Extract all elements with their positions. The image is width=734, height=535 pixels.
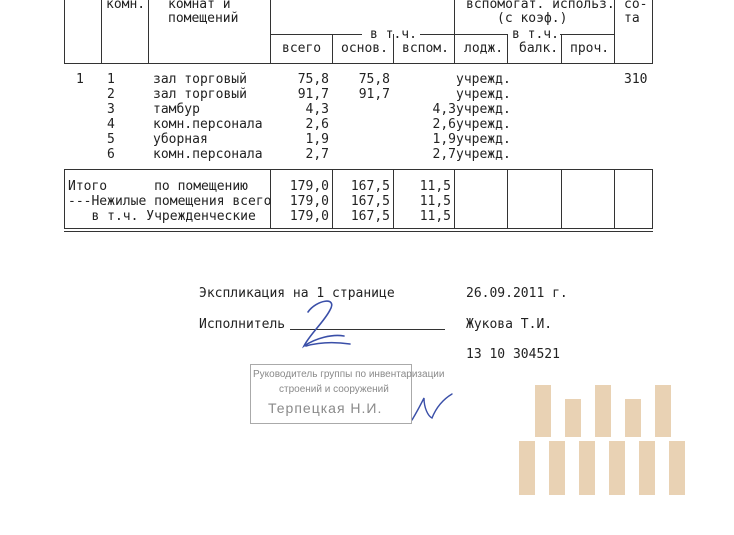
sub-aux-header: вспом. [402,41,449,56]
row-main: 75,8 [358,72,390,87]
row-num: 3 [107,102,115,117]
row-name: комн.персонала [153,147,263,162]
totals-aux: 11,5 [419,179,451,194]
totals-aux: 11,5 [419,209,451,224]
totals-aux: 11,5 [419,194,451,209]
totals-main: 167,5 [350,194,390,209]
totals-main: 167,5 [350,209,390,224]
row-use: учрежд. [456,87,511,102]
row-floor: 1 [76,72,84,87]
row-use: учрежд. [456,147,511,162]
header-divider [148,0,149,63]
row-name: уборная [153,132,208,147]
stamp-line-1: Руководитель группы по инвентаризации [253,369,445,380]
sub-other-header: проч. [570,41,610,56]
signature-icon [296,292,356,354]
executor-name: Жукова Т.И. [466,317,553,332]
row-height: 310 [624,72,648,87]
row-use: учрежд. [456,72,511,87]
row-aux: 2,6 [432,117,456,132]
totals-label: Итого по помещению [68,179,249,194]
col-height-header-1: со- [624,0,648,12]
totals-total: 179,0 [289,194,329,209]
col-name-header-1: комнат и [168,0,231,12]
row-name: зал торговый [153,72,247,87]
sub-total-header: всего [282,41,322,56]
totals-total: 179,0 [289,179,329,194]
totals-top-rule [64,169,653,170]
col-aux-header-2: (с коэф.) [497,11,568,26]
header-divider [507,34,508,63]
totals-divider [454,169,455,229]
sub-balcony-header: балк. [519,41,559,56]
header-bottom-rule [64,63,653,64]
row-use: учрежд. [456,132,511,147]
totals-divider [614,169,615,229]
totals-label: ---Нежилые помещения всего [68,194,272,209]
row-total: 91,7 [297,87,329,102]
header-border-left [64,0,65,63]
header-divider [332,34,333,63]
totals-divider [507,169,508,229]
totals-border-left [64,169,65,229]
totals-border-right [652,169,653,229]
col-aux-header-1: вспомогат. использ. [466,0,615,12]
row-total: 2,7 [305,147,329,162]
row-num: 6 [107,147,115,162]
col-name-header-2: помещений [168,11,239,26]
totals-bottom-rule [64,228,653,229]
row-total: 4,3 [305,102,329,117]
stamp-signature-icon [408,390,456,424]
stamp-line-3: Терпецкая Н.И. [268,400,383,416]
row-aux: 2,7 [432,147,456,162]
header-divider [101,0,102,63]
explication-note: Экспликация на 1 странице [199,286,395,301]
row-num: 2 [107,87,115,102]
row-num: 5 [107,132,115,147]
totals-main: 167,5 [350,179,390,194]
row-num: 1 [107,72,115,87]
sub-loggia-header: лодж. [464,41,504,56]
row-total: 75,8 [297,72,329,87]
header-border-right [652,0,653,63]
row-num: 4 [107,117,115,132]
col-komn-header: комн. [106,0,146,12]
col-height-header-2: та [624,11,640,26]
totals-divider [561,169,562,229]
totals-label: в т.ч. Учрежденческие [68,209,256,224]
header-divider [561,34,562,63]
row-use: учрежд. [456,117,511,132]
totals-bottom-rule-double [64,231,653,232]
sub-main-header: основ. [341,41,388,56]
row-total: 2,6 [305,117,329,132]
row-use: учрежд. [456,102,511,117]
row-name: комн.персонала [153,117,263,132]
incl-rule-main [420,34,454,35]
incl-aux-label: в т.ч. [512,27,559,42]
header-divider [270,0,271,63]
incl-main-label: в т.ч. [370,27,417,42]
document-code: 13 10 304521 [466,347,560,362]
official-stamp [250,364,445,424]
incl-rule-aux [455,34,508,35]
stamp-line-2: строений и сооружений [279,384,389,395]
executor-label: Исполнитель [199,317,286,332]
row-aux: 1,9 [432,132,456,147]
totals-total: 179,0 [289,209,329,224]
row-name: зал торговый [153,87,247,102]
row-main: 91,7 [358,87,390,102]
row-name: тамбур [153,102,200,117]
watermark-logo-icon [519,385,689,497]
row-total: 1,9 [305,132,329,147]
document-date: 26.09.2011 г. [466,286,568,301]
incl-rule-aux [560,34,614,35]
row-aux: 4,3 [432,102,456,117]
header-divider [454,0,455,63]
incl-rule-main [271,34,362,35]
